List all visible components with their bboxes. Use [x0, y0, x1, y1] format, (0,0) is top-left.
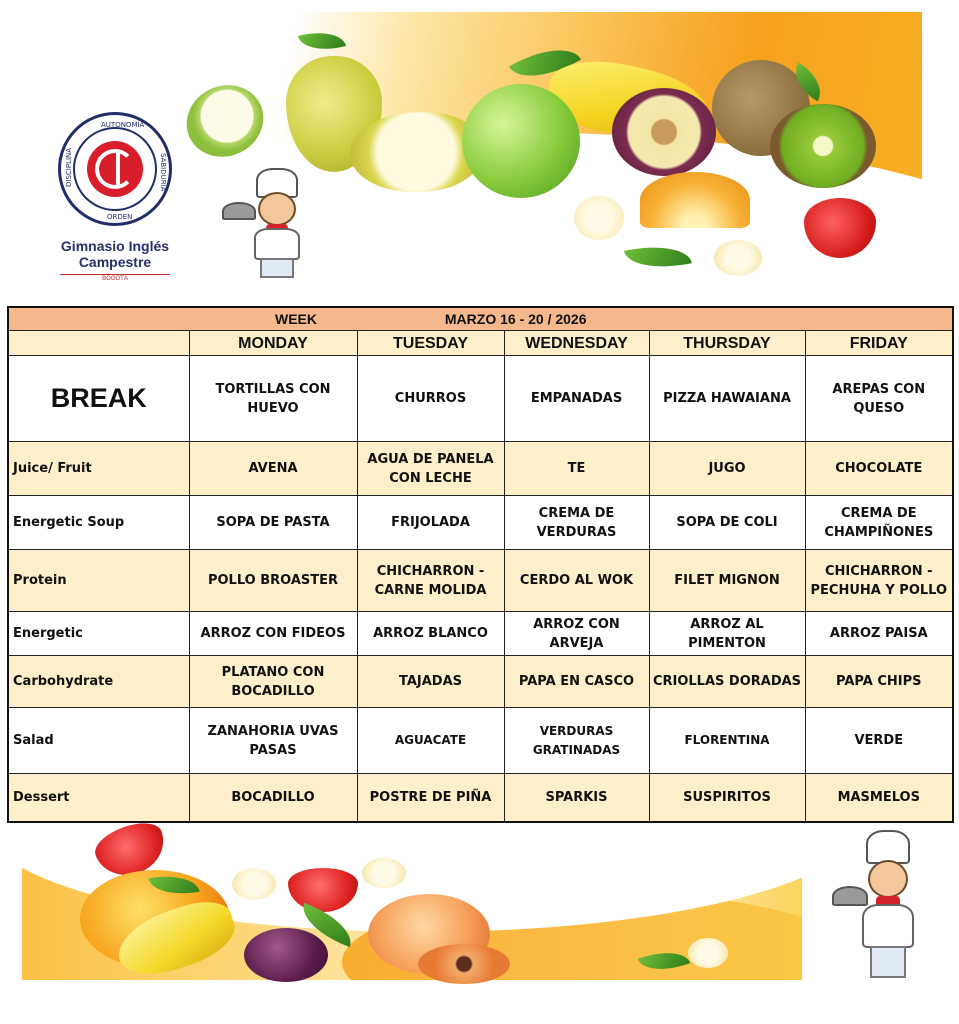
- category-label: BREAK: [8, 356, 189, 442]
- plum-icon: [244, 928, 328, 982]
- menu-cell: BOCADILLO: [189, 774, 357, 822]
- day-header: FRIDAY: [805, 331, 953, 356]
- school-logo: [58, 112, 172, 226]
- menu-cell: AGUACATE: [357, 708, 504, 774]
- week-header-row: [8, 307, 953, 331]
- menu-cell: FRIJOLADA: [357, 496, 504, 550]
- menu-row-salad: [8, 708, 953, 774]
- menu-cell: TORTILLAS CON HUEVO: [189, 356, 357, 442]
- week-label: WEEK: [275, 310, 317, 327]
- menu-cell: AGUA DE PANELA CON LECHE: [357, 442, 504, 496]
- menu-row-protein: [8, 550, 953, 612]
- apple-icon: [462, 84, 580, 198]
- menu-cell: VERDURAS GRATINADAS: [504, 708, 649, 774]
- menu-cell: VERDE: [805, 708, 953, 774]
- banana-icon: [362, 858, 406, 888]
- menu-cell: PLATANO CON BOCADILLO: [189, 656, 357, 708]
- menu-row-carbohydrate: [8, 656, 953, 708]
- plum-icon: [612, 88, 716, 176]
- category-label: Dessert: [8, 774, 189, 822]
- week-cell: [8, 307, 953, 331]
- menu-cell: TAJADAS: [357, 656, 504, 708]
- menu-row-energetic: [8, 612, 953, 656]
- menu-cell: FILET MIGNON: [649, 550, 805, 612]
- menu-cell: FLORENTINA: [649, 708, 805, 774]
- logo-word: AUTONOMÍA: [101, 121, 145, 129]
- menu-row-juice: [8, 442, 953, 496]
- day-header-row: [8, 331, 953, 356]
- menu-cell: AREPAS CON QUESO: [805, 356, 953, 442]
- chef-icon: [222, 168, 318, 280]
- menu-cell: CERDO AL WOK: [504, 550, 649, 612]
- menu-cell: JUGO: [649, 442, 805, 496]
- banana-icon: [232, 868, 276, 900]
- chef-icon: [830, 830, 926, 980]
- menu-cell: CREMA DE VERDURAS: [504, 496, 649, 550]
- menu-row-soup: [8, 496, 953, 550]
- menu-cell: ARROZ PAISA: [805, 612, 953, 656]
- day-header: THURSDAY: [649, 331, 805, 356]
- menu-cell: MASMELOS: [805, 774, 953, 822]
- menu-cell: AVENA: [189, 442, 357, 496]
- menu-cell: SOPA DE PASTA: [189, 496, 357, 550]
- menu-cell: EMPANADAS: [504, 356, 649, 442]
- menu-cell: SOPA DE COLI: [649, 496, 805, 550]
- week-dates: MARZO 16 - 20 / 2026: [444, 310, 587, 327]
- logo-word: SABIDURÍA: [159, 153, 167, 192]
- day-header: WEDNESDAY: [504, 331, 649, 356]
- category-label: Juice/ Fruit: [8, 442, 189, 496]
- banana-icon: [714, 240, 762, 276]
- school-city: BOGOTÁ: [60, 274, 170, 282]
- menu-cell: ZANAHORIA UVAS PASAS: [189, 708, 357, 774]
- peach-icon: [418, 944, 510, 984]
- empty-corner-cell: [8, 331, 189, 356]
- menu-row-dessert: [8, 774, 953, 822]
- weekly-menu-table: [7, 306, 954, 823]
- banana-icon: [574, 196, 624, 240]
- kiwi-icon: [770, 104, 876, 188]
- category-label: Energetic Soup: [8, 496, 189, 550]
- menu-cell: PAPA EN CASCO: [504, 656, 649, 708]
- menu-cell: POSTRE DE PIÑA: [357, 774, 504, 822]
- menu-cell: CREMA DE CHAMPIÑONES: [805, 496, 953, 550]
- logo-word: ORDEN: [107, 213, 133, 221]
- menu-cell: SPARKIS: [504, 774, 649, 822]
- orange-icon: [640, 172, 750, 228]
- menu-cell: PIZZA HAWAIANA: [649, 356, 805, 442]
- category-label: Salad: [8, 708, 189, 774]
- category-label: Protein: [8, 550, 189, 612]
- menu-row-break: [8, 356, 953, 442]
- menu-cell: PAPA CHIPS: [805, 656, 953, 708]
- menu-cell: CHOCOLATE: [805, 442, 953, 496]
- menu-cell: ARROZ CON ARVEJA: [504, 612, 649, 656]
- menu-cell: ARROZ AL PIMENTON: [649, 612, 805, 656]
- menu-cell: TE: [504, 442, 649, 496]
- menu-cell: POLLO BROASTER: [189, 550, 357, 612]
- day-header: MONDAY: [189, 331, 357, 356]
- menu-cell: CHICHARRON - CARNE MOLIDA: [357, 550, 504, 612]
- category-label: Carbohydrate: [8, 656, 189, 708]
- school-name: Gimnasio Inglés Campestre: [60, 238, 170, 270]
- logo-word: DISCIPLINA: [65, 147, 73, 187]
- menu-cell: ARROZ BLANCO: [357, 612, 504, 656]
- menu-cell: ARROZ CON FIDEOS: [189, 612, 357, 656]
- banana-icon: [688, 938, 728, 968]
- category-label: Energetic: [8, 612, 189, 656]
- menu-cell: CHURROS: [357, 356, 504, 442]
- day-header: TUESDAY: [357, 331, 504, 356]
- menu-cell: SUSPIRITOS: [649, 774, 805, 822]
- menu-cell: CHICHARRON - PECHUHA Y POLLO: [805, 550, 953, 612]
- menu-cell: CRIOLLAS DORADAS: [649, 656, 805, 708]
